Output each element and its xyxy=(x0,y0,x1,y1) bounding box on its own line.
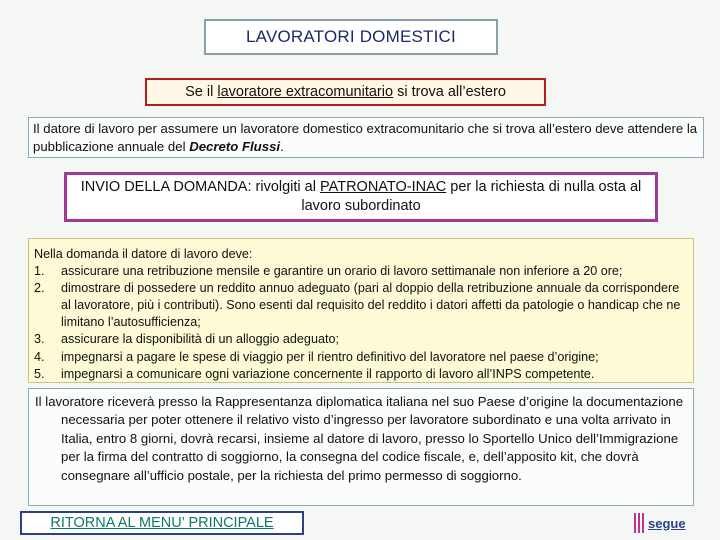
list-item-number: 1. xyxy=(34,264,45,279)
intro-paragraph xyxy=(28,117,704,158)
subtitle-prefix: Se il xyxy=(185,84,218,100)
intro-end: . xyxy=(280,139,284,154)
request-suffix: per la richiesta di nulla osta al lavoro subordinato xyxy=(301,179,642,214)
requirements-list xyxy=(34,263,688,383)
list-item-number: 2. xyxy=(34,281,45,296)
section-subtitle xyxy=(145,78,546,106)
list-item xyxy=(34,349,688,366)
intro-text: Il datore di lavoro per assumere un lavoratore domestico extracomunitario che si trova all’estero deve attendere la pubblicazione annuale del xyxy=(33,121,698,154)
subtitle-highlight: lavoratore extracomunitario xyxy=(217,84,394,100)
request-prefix: INVIO DELLA DOMANDA: rivolgiti al xyxy=(80,179,321,195)
list-item xyxy=(34,263,688,280)
next-arrow-icon xyxy=(634,513,644,533)
list-item-text: impegnarsi a comunicare ogni variazione concernente il rapporto di lavoro all’INPS competente. xyxy=(61,366,595,381)
requirements-heading: Nella domanda il datore di lavoro deve: xyxy=(34,247,253,261)
outro-text: Il lavoratore riceverà presso la Rappresentanza diplomatica italiana nel suo Paese d’origine la documentazione necessaria per poter ottenere il relativo visto d’ingresso per lavoratore subordinato e una volta arrivato in Italia, entro 8 giorni, dovrà recarsi, insieme al datore di lavoro, presso lo Sportello Unico dell’Immigrazione per la firma del contratto di soggiorno, la consegna del codice fiscale, e, dell’apposito kit, che dovrà consegnare all’ufficio postale, per la richiesta del primo permesso di soggiorno. xyxy=(35,394,684,483)
list-item-text: dimostrare di possedere un reddito annuo adeguato (pari al doppio della retribuzione annuale da corrispondere al lavoratore, più i contributi). Sono esenti dal requisito del reddito i datori affetti da patologie o handicap che ne limitano l’autosufficienza; xyxy=(61,281,681,330)
list-item xyxy=(34,331,688,348)
next-label[interactable]: segue xyxy=(648,515,686,531)
requirements-box xyxy=(28,238,694,383)
page-title: LAVORATORI DOMESTICI xyxy=(204,19,498,55)
list-item-text: impegnarsi a pagare le spese di viaggio per il rientro definitivo del lavoratore nel paese d’origine; xyxy=(61,349,599,364)
outro-paragraph xyxy=(28,388,694,506)
application-request-box xyxy=(64,172,658,222)
list-item-number: 3. xyxy=(34,332,45,347)
patronato-link[interactable]: PATRONATO-INAC xyxy=(320,179,447,195)
next-page-button[interactable] xyxy=(634,511,706,535)
list-item-number: 5. xyxy=(34,366,45,381)
subtitle-suffix: si trova all’estero xyxy=(393,84,506,100)
list-item xyxy=(34,280,688,331)
intro-emphasis: Decreto Flussi xyxy=(189,139,281,154)
list-item-text: assicurare la disponibilità di un alloggio adeguato; xyxy=(61,332,339,347)
list-item xyxy=(34,366,688,383)
list-item-number: 4. xyxy=(34,349,45,364)
list-item-text: assicurare una retribuzione mensile e garantire un orario di lavoro settimanale non inferiore a 20 ore; xyxy=(61,264,623,279)
return-to-menu-button[interactable]: RITORNA AL MENU’ PRINCIPALE xyxy=(20,511,304,535)
